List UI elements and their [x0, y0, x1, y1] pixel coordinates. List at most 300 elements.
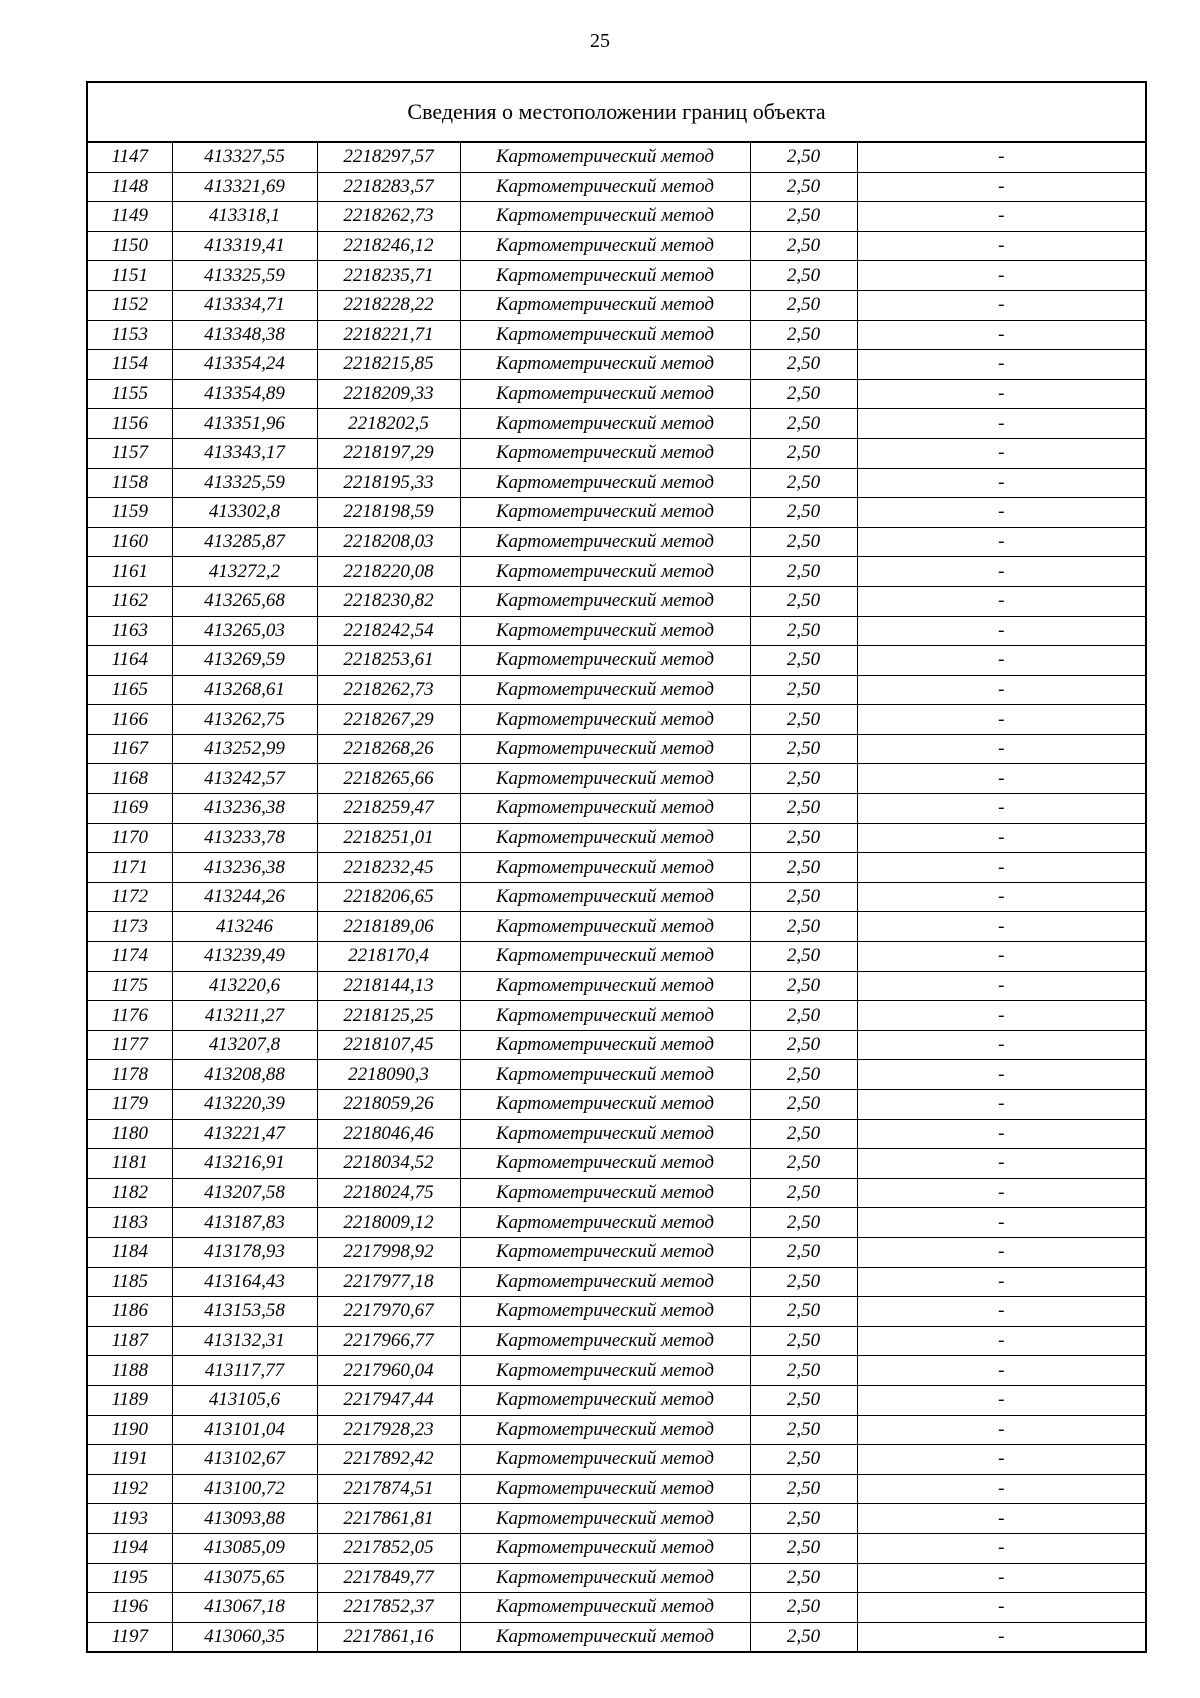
y-coordinate-cell: 2218220,08	[317, 557, 460, 587]
point-number-cell: 1167	[87, 734, 172, 764]
method-cell: Картометрический метод	[460, 1030, 750, 1060]
y-coordinate-cell: 2217947,44	[317, 1385, 460, 1415]
method-cell: Картометрический метод	[460, 616, 750, 646]
table-row	[87, 320, 1146, 350]
description-cell: -	[857, 527, 1146, 557]
point-number-cell: 1177	[87, 1030, 172, 1060]
description-cell: -	[857, 1385, 1146, 1415]
description-cell: -	[857, 468, 1146, 498]
accuracy-cell: 2,50	[750, 320, 857, 350]
method-cell: Картометрический метод	[460, 912, 750, 942]
x-coordinate-cell: 413221,47	[172, 1119, 317, 1149]
x-coordinate-cell: 413351,96	[172, 409, 317, 439]
y-coordinate-cell: 2218232,45	[317, 853, 460, 883]
method-cell: Картометрический метод	[460, 1563, 750, 1593]
y-coordinate-cell: 2218125,25	[317, 1001, 460, 1031]
method-cell: Картометрический метод	[460, 409, 750, 439]
accuracy-cell: 2,50	[750, 1208, 857, 1238]
table-row	[87, 705, 1146, 735]
method-cell: Картометрический метод	[460, 734, 750, 764]
accuracy-cell: 2,50	[750, 261, 857, 291]
accuracy-cell: 2,50	[750, 1060, 857, 1090]
y-coordinate-cell: 2217852,37	[317, 1593, 460, 1623]
accuracy-cell: 2,50	[750, 794, 857, 824]
accuracy-cell: 2,50	[750, 1326, 857, 1356]
description-cell: -	[857, 1563, 1146, 1593]
method-cell: Картометрический метод	[460, 1326, 750, 1356]
y-coordinate-cell: 2218268,26	[317, 734, 460, 764]
description-cell: -	[857, 1208, 1146, 1238]
x-coordinate-cell: 413327,55	[172, 142, 317, 172]
method-cell: Картометрический метод	[460, 527, 750, 557]
table-row	[87, 202, 1146, 232]
point-number-cell: 1158	[87, 468, 172, 498]
method-cell: Картометрический метод	[460, 1267, 750, 1297]
accuracy-cell: 2,50	[750, 734, 857, 764]
accuracy-cell: 2,50	[750, 1533, 857, 1563]
y-coordinate-cell: 2217874,51	[317, 1474, 460, 1504]
accuracy-cell: 2,50	[750, 705, 857, 735]
table-row	[87, 1326, 1146, 1356]
y-coordinate-cell: 2218197,29	[317, 438, 460, 468]
method-cell: Картометрический метод	[460, 1149, 750, 1179]
point-number-cell: 1163	[87, 616, 172, 646]
point-number-cell: 1180	[87, 1119, 172, 1149]
table-row	[87, 290, 1146, 320]
point-number-cell: 1188	[87, 1356, 172, 1386]
method-cell: Картометрический метод	[460, 586, 750, 616]
method-cell: Картометрический метод	[460, 172, 750, 202]
method-cell: Картометрический метод	[460, 1237, 750, 1267]
accuracy-cell: 2,50	[750, 1445, 857, 1475]
y-coordinate-cell: 2217852,05	[317, 1533, 460, 1563]
point-number-cell: 1169	[87, 794, 172, 824]
description-cell: -	[857, 1297, 1146, 1327]
description-cell: -	[857, 1415, 1146, 1445]
accuracy-cell: 2,50	[750, 1563, 857, 1593]
y-coordinate-cell: 2218253,61	[317, 646, 460, 676]
x-coordinate-cell: 413239,49	[172, 942, 317, 972]
point-number-cell: 1189	[87, 1385, 172, 1415]
method-cell: Картометрический метод	[460, 1385, 750, 1415]
y-coordinate-cell: 2218034,52	[317, 1149, 460, 1179]
point-number-cell: 1197	[87, 1622, 172, 1652]
method-cell: Картометрический метод	[460, 142, 750, 172]
y-coordinate-cell: 2217977,18	[317, 1267, 460, 1297]
point-number-cell: 1159	[87, 498, 172, 528]
method-cell: Картометрический метод	[460, 1090, 750, 1120]
description-cell: -	[857, 853, 1146, 883]
description-cell: -	[857, 794, 1146, 824]
table-row	[87, 1119, 1146, 1149]
y-coordinate-cell: 2218107,45	[317, 1030, 460, 1060]
method-cell: Картометрический метод	[460, 290, 750, 320]
table-row	[87, 1001, 1146, 1031]
x-coordinate-cell: 413164,43	[172, 1267, 317, 1297]
description-cell: -	[857, 142, 1146, 172]
method-cell: Картометрический метод	[460, 823, 750, 853]
accuracy-cell: 2,50	[750, 675, 857, 705]
y-coordinate-cell: 2218283,57	[317, 172, 460, 202]
y-coordinate-cell: 2218235,71	[317, 261, 460, 291]
description-cell: -	[857, 705, 1146, 735]
point-number-cell: 1183	[87, 1208, 172, 1238]
table-row	[87, 734, 1146, 764]
x-coordinate-cell: 413075,65	[172, 1563, 317, 1593]
point-number-cell: 1186	[87, 1297, 172, 1327]
method-cell: Картометрический метод	[460, 1356, 750, 1386]
y-coordinate-cell: 2217861,16	[317, 1622, 460, 1652]
y-coordinate-cell: 2218228,22	[317, 290, 460, 320]
accuracy-cell: 2,50	[750, 1504, 857, 1534]
table-title-row	[87, 82, 1146, 142]
y-coordinate-cell: 2218251,01	[317, 823, 460, 853]
point-number-cell: 1181	[87, 1149, 172, 1179]
y-coordinate-cell: 2218215,85	[317, 350, 460, 380]
description-cell: -	[857, 764, 1146, 794]
accuracy-cell: 2,50	[750, 1237, 857, 1267]
y-coordinate-cell: 2218024,75	[317, 1178, 460, 1208]
description-cell: -	[857, 261, 1146, 291]
table-row	[87, 853, 1146, 883]
description-cell: -	[857, 1533, 1146, 1563]
x-coordinate-cell: 413269,59	[172, 646, 317, 676]
description-cell: -	[857, 1593, 1146, 1623]
point-number-cell: 1168	[87, 764, 172, 794]
description-cell: -	[857, 1237, 1146, 1267]
method-cell: Картометрический метод	[460, 1474, 750, 1504]
accuracy-cell: 2,50	[750, 1178, 857, 1208]
method-cell: Картометрический метод	[460, 1533, 750, 1563]
accuracy-cell: 2,50	[750, 409, 857, 439]
description-cell: -	[857, 1356, 1146, 1386]
method-cell: Картометрический метод	[460, 1415, 750, 1445]
y-coordinate-cell: 2218170,4	[317, 942, 460, 972]
x-coordinate-cell: 413233,78	[172, 823, 317, 853]
point-number-cell: 1153	[87, 320, 172, 350]
y-coordinate-cell: 2218195,33	[317, 468, 460, 498]
x-coordinate-cell: 413272,2	[172, 557, 317, 587]
table-row	[87, 646, 1146, 676]
description-cell: -	[857, 942, 1146, 972]
description-cell: -	[857, 675, 1146, 705]
y-coordinate-cell: 2218144,13	[317, 971, 460, 1001]
table-row	[87, 1267, 1146, 1297]
table-row	[87, 1178, 1146, 1208]
x-coordinate-cell: 413102,67	[172, 1445, 317, 1475]
accuracy-cell: 2,50	[750, 1267, 857, 1297]
accuracy-cell: 2,50	[750, 1090, 857, 1120]
accuracy-cell: 2,50	[750, 646, 857, 676]
x-coordinate-cell: 413265,68	[172, 586, 317, 616]
accuracy-cell: 2,50	[750, 586, 857, 616]
description-cell: -	[857, 379, 1146, 409]
method-cell: Картометрический метод	[460, 379, 750, 409]
method-cell: Картометрический метод	[460, 1208, 750, 1238]
method-cell: Картометрический метод	[460, 468, 750, 498]
y-coordinate-cell: 2218262,73	[317, 675, 460, 705]
accuracy-cell: 2,50	[750, 438, 857, 468]
description-cell: -	[857, 586, 1146, 616]
table-title: Сведения о местоположении границ объекта	[87, 82, 1146, 142]
y-coordinate-cell: 2218189,06	[317, 912, 460, 942]
accuracy-cell: 2,50	[750, 498, 857, 528]
accuracy-cell: 2,50	[750, 1415, 857, 1445]
point-number-cell: 1174	[87, 942, 172, 972]
table-row	[87, 172, 1146, 202]
table-row	[87, 1149, 1146, 1179]
x-coordinate-cell: 413343,17	[172, 438, 317, 468]
description-cell: -	[857, 734, 1146, 764]
y-coordinate-cell: 2217966,77	[317, 1326, 460, 1356]
x-coordinate-cell: 413325,59	[172, 261, 317, 291]
x-coordinate-cell: 413101,04	[172, 1415, 317, 1445]
table-row	[87, 942, 1146, 972]
accuracy-cell: 2,50	[750, 1030, 857, 1060]
accuracy-cell: 2,50	[750, 912, 857, 942]
accuracy-cell: 2,50	[750, 1356, 857, 1386]
method-cell: Картометрический метод	[460, 1119, 750, 1149]
description-cell: -	[857, 646, 1146, 676]
point-number-cell: 1166	[87, 705, 172, 735]
point-number-cell: 1157	[87, 438, 172, 468]
method-cell: Картометрический метод	[460, 231, 750, 261]
table-row	[87, 1415, 1146, 1445]
x-coordinate-cell: 413093,88	[172, 1504, 317, 1534]
description-cell: -	[857, 1445, 1146, 1475]
x-coordinate-cell: 413178,93	[172, 1237, 317, 1267]
x-coordinate-cell: 413325,59	[172, 468, 317, 498]
description-cell: -	[857, 290, 1146, 320]
accuracy-cell: 2,50	[750, 1149, 857, 1179]
accuracy-cell: 2,50	[750, 172, 857, 202]
point-number-cell: 1182	[87, 1178, 172, 1208]
method-cell: Картометрический метод	[460, 202, 750, 232]
accuracy-cell: 2,50	[750, 557, 857, 587]
x-coordinate-cell: 413321,69	[172, 172, 317, 202]
table-row	[87, 1237, 1146, 1267]
accuracy-cell: 2,50	[750, 1297, 857, 1327]
description-cell: -	[857, 1149, 1146, 1179]
table-row	[87, 1533, 1146, 1563]
table-row	[87, 1474, 1146, 1504]
y-coordinate-cell: 2218206,65	[317, 882, 460, 912]
point-number-cell: 1154	[87, 350, 172, 380]
description-cell: -	[857, 438, 1146, 468]
point-number-cell: 1160	[87, 527, 172, 557]
table-row	[87, 1030, 1146, 1060]
description-cell: -	[857, 882, 1146, 912]
x-coordinate-cell: 413236,38	[172, 794, 317, 824]
point-number-cell: 1184	[87, 1237, 172, 1267]
table-row	[87, 409, 1146, 439]
description-cell: -	[857, 1030, 1146, 1060]
point-number-cell: 1194	[87, 1533, 172, 1563]
accuracy-cell: 2,50	[750, 764, 857, 794]
x-coordinate-cell: 413216,91	[172, 1149, 317, 1179]
x-coordinate-cell: 413067,18	[172, 1593, 317, 1623]
x-coordinate-cell: 413268,61	[172, 675, 317, 705]
accuracy-cell: 2,50	[750, 942, 857, 972]
table-row	[87, 468, 1146, 498]
accuracy-cell: 2,50	[750, 1593, 857, 1623]
table-row	[87, 586, 1146, 616]
table-row	[87, 231, 1146, 261]
x-coordinate-cell: 413246	[172, 912, 317, 942]
point-number-cell: 1192	[87, 1474, 172, 1504]
point-number-cell: 1193	[87, 1504, 172, 1534]
accuracy-cell: 2,50	[750, 616, 857, 646]
x-coordinate-cell: 413244,26	[172, 882, 317, 912]
table-row	[87, 379, 1146, 409]
table-row	[87, 1593, 1146, 1623]
x-coordinate-cell: 413265,03	[172, 616, 317, 646]
y-coordinate-cell: 2218046,46	[317, 1119, 460, 1149]
method-cell: Картометрический метод	[460, 557, 750, 587]
table-row	[87, 1208, 1146, 1238]
method-cell: Картометрический метод	[460, 1001, 750, 1031]
point-number-cell: 1148	[87, 172, 172, 202]
description-cell: -	[857, 320, 1146, 350]
x-coordinate-cell: 413085,09	[172, 1533, 317, 1563]
point-number-cell: 1176	[87, 1001, 172, 1031]
y-coordinate-cell: 2218208,03	[317, 527, 460, 557]
y-coordinate-cell: 2218267,29	[317, 705, 460, 735]
table-row	[87, 823, 1146, 853]
x-coordinate-cell: 413132,31	[172, 1326, 317, 1356]
method-cell: Картометрический метод	[460, 942, 750, 972]
x-coordinate-cell: 413318,1	[172, 202, 317, 232]
method-cell: Картометрический метод	[460, 1504, 750, 1534]
table-row	[87, 882, 1146, 912]
description-cell: -	[857, 231, 1146, 261]
x-coordinate-cell: 413153,58	[172, 1297, 317, 1327]
description-cell: -	[857, 1504, 1146, 1534]
accuracy-cell: 2,50	[750, 350, 857, 380]
table-row	[87, 1563, 1146, 1593]
y-coordinate-cell: 2218259,47	[317, 794, 460, 824]
table-row	[87, 1356, 1146, 1386]
point-number-cell: 1149	[87, 202, 172, 232]
accuracy-cell: 2,50	[750, 971, 857, 1001]
y-coordinate-cell: 2218265,66	[317, 764, 460, 794]
description-cell: -	[857, 498, 1146, 528]
point-number-cell: 1164	[87, 646, 172, 676]
y-coordinate-cell: 2217970,67	[317, 1297, 460, 1327]
x-coordinate-cell: 413220,6	[172, 971, 317, 1001]
page-number: 25	[590, 30, 610, 52]
point-number-cell: 1190	[87, 1415, 172, 1445]
y-coordinate-cell: 2218009,12	[317, 1208, 460, 1238]
y-coordinate-cell: 2218209,33	[317, 379, 460, 409]
y-coordinate-cell: 2217849,77	[317, 1563, 460, 1593]
y-coordinate-cell: 2218090,3	[317, 1060, 460, 1090]
y-coordinate-cell: 2218202,5	[317, 409, 460, 439]
accuracy-cell: 2,50	[750, 853, 857, 883]
x-coordinate-cell: 413105,6	[172, 1385, 317, 1415]
method-cell: Картометрический метод	[460, 882, 750, 912]
x-coordinate-cell: 413354,89	[172, 379, 317, 409]
description-cell: -	[857, 350, 1146, 380]
y-coordinate-cell: 2218242,54	[317, 616, 460, 646]
table-body	[87, 82, 1146, 1652]
table-row	[87, 794, 1146, 824]
x-coordinate-cell: 413211,27	[172, 1001, 317, 1031]
accuracy-cell: 2,50	[750, 1622, 857, 1652]
y-coordinate-cell: 2218297,57	[317, 142, 460, 172]
method-cell: Картометрический метод	[460, 764, 750, 794]
point-number-cell: 1179	[87, 1090, 172, 1120]
description-cell: -	[857, 971, 1146, 1001]
y-coordinate-cell: 2218221,71	[317, 320, 460, 350]
y-coordinate-cell: 2218059,26	[317, 1090, 460, 1120]
point-number-cell: 1175	[87, 971, 172, 1001]
point-number-cell: 1170	[87, 823, 172, 853]
x-coordinate-cell: 413285,87	[172, 527, 317, 557]
description-cell: -	[857, 616, 1146, 646]
accuracy-cell: 2,50	[750, 1119, 857, 1149]
description-cell: -	[857, 1326, 1146, 1356]
x-coordinate-cell: 413262,75	[172, 705, 317, 735]
x-coordinate-cell: 413236,38	[172, 853, 317, 883]
point-number-cell: 1185	[87, 1267, 172, 1297]
accuracy-cell: 2,50	[750, 290, 857, 320]
table-row	[87, 1504, 1146, 1534]
x-coordinate-cell: 413100,72	[172, 1474, 317, 1504]
y-coordinate-cell: 2217861,81	[317, 1504, 460, 1534]
method-cell: Картометрический метод	[460, 1622, 750, 1652]
description-cell: -	[857, 557, 1146, 587]
description-cell: -	[857, 202, 1146, 232]
x-coordinate-cell: 413242,57	[172, 764, 317, 794]
point-number-cell: 1150	[87, 231, 172, 261]
x-coordinate-cell: 413207,8	[172, 1030, 317, 1060]
x-coordinate-cell: 413334,71	[172, 290, 317, 320]
description-cell: -	[857, 912, 1146, 942]
method-cell: Картометрический метод	[460, 675, 750, 705]
method-cell: Картометрический метод	[460, 261, 750, 291]
table-row	[87, 1060, 1146, 1090]
method-cell: Картометрический метод	[460, 1297, 750, 1327]
method-cell: Картометрический метод	[460, 705, 750, 735]
point-number-cell: 1178	[87, 1060, 172, 1090]
x-coordinate-cell: 413220,39	[172, 1090, 317, 1120]
table-row	[87, 1385, 1146, 1415]
accuracy-cell: 2,50	[750, 142, 857, 172]
accuracy-cell: 2,50	[750, 1001, 857, 1031]
accuracy-cell: 2,50	[750, 202, 857, 232]
x-coordinate-cell: 413117,77	[172, 1356, 317, 1386]
x-coordinate-cell: 413252,99	[172, 734, 317, 764]
accuracy-cell: 2,50	[750, 231, 857, 261]
method-cell: Картометрический метод	[460, 646, 750, 676]
x-coordinate-cell: 413187,83	[172, 1208, 317, 1238]
description-cell: -	[857, 1090, 1146, 1120]
table-row	[87, 1445, 1146, 1475]
description-cell: -	[857, 1267, 1146, 1297]
description-cell: -	[857, 823, 1146, 853]
description-cell: -	[857, 1474, 1146, 1504]
x-coordinate-cell: 413348,38	[172, 320, 317, 350]
table-row	[87, 350, 1146, 380]
y-coordinate-cell: 2218230,82	[317, 586, 460, 616]
method-cell: Картометрический метод	[460, 1593, 750, 1623]
method-cell: Картометрический метод	[460, 1060, 750, 1090]
x-coordinate-cell: 413302,8	[172, 498, 317, 528]
method-cell: Картометрический метод	[460, 350, 750, 380]
description-cell: -	[857, 1178, 1146, 1208]
x-coordinate-cell: 413060,35	[172, 1622, 317, 1652]
